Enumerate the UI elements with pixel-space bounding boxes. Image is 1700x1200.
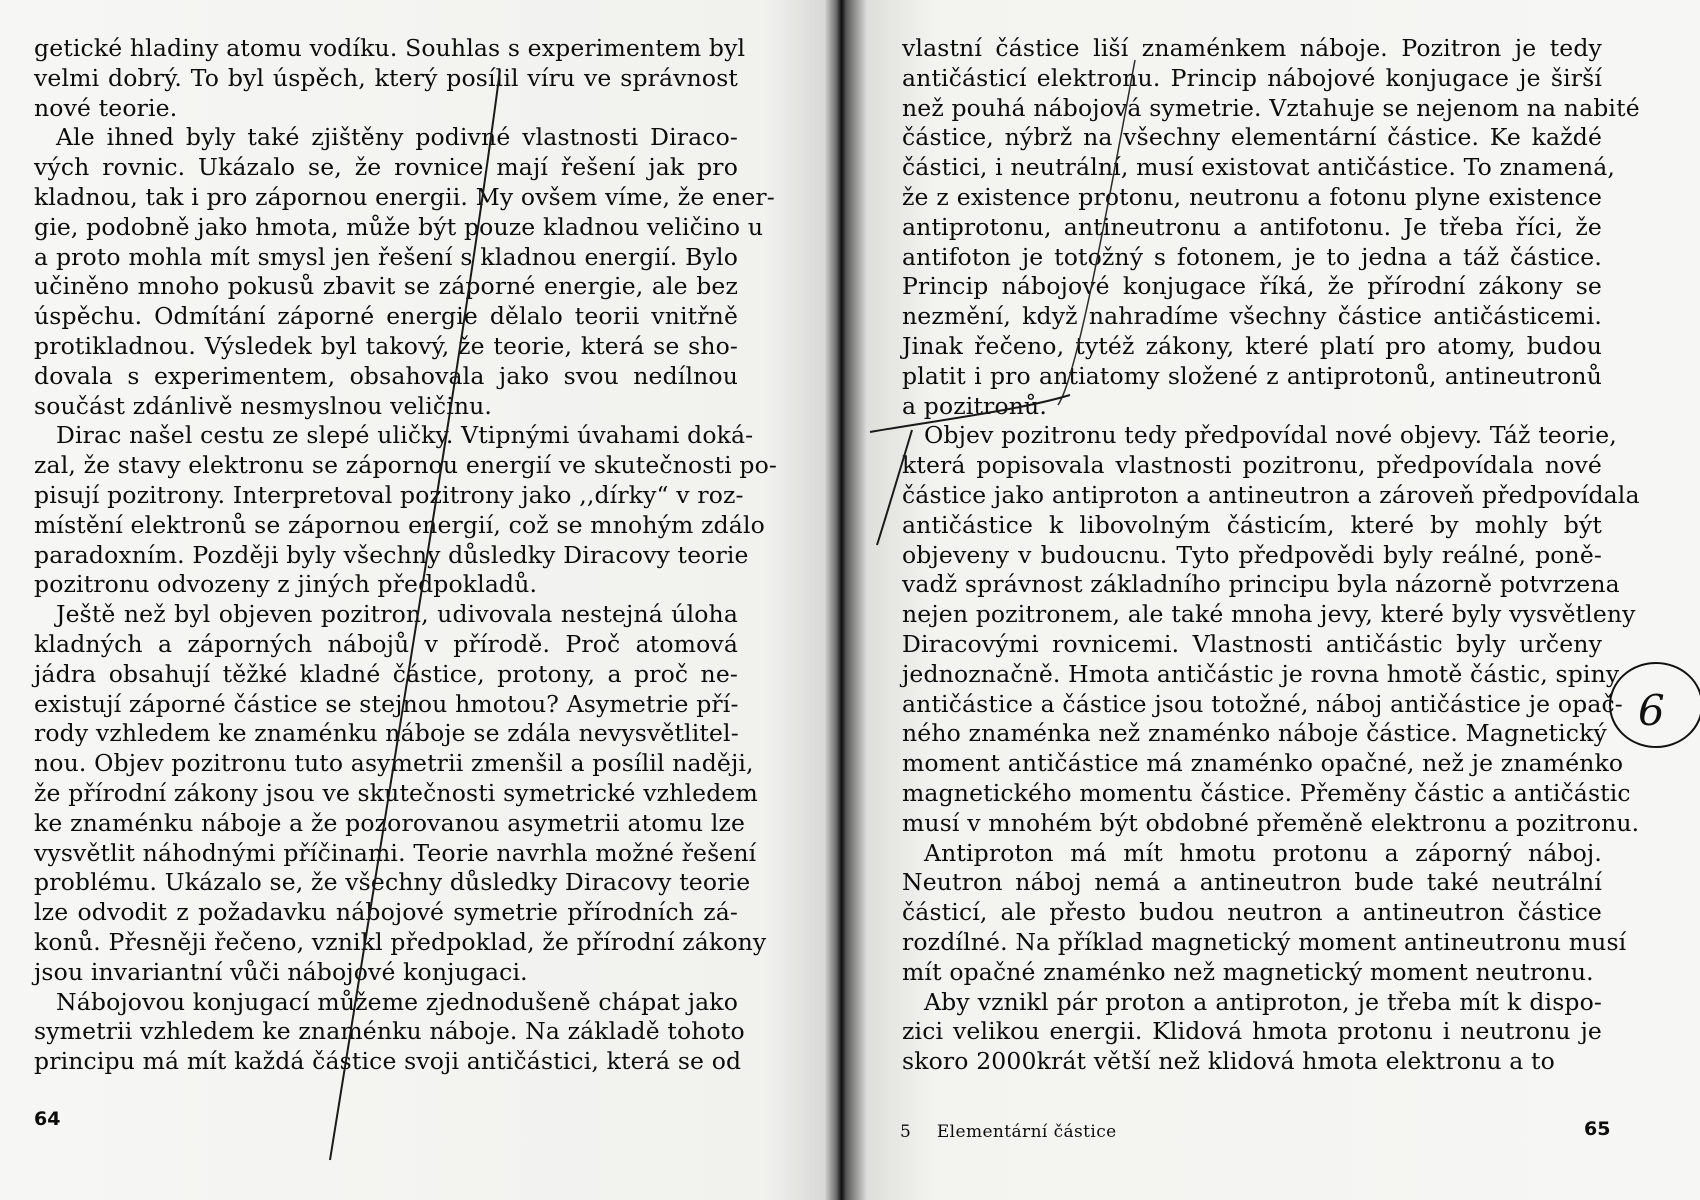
text-line: Ještě než byl objeven pozitron, udivovala nestejná úloha: [56, 600, 738, 629]
text-line: symetrii vzhledem ke znaménku náboje. Na základě tohoto: [34, 1017, 745, 1046]
text-line: vysvětlit náhodnými příčinami. Teorie navrhla možné řešení: [34, 838, 757, 867]
text-line: konů. Přesněji řečeno, vznikl předpoklad, že přírodní zákony: [34, 927, 767, 956]
text-line: gie, podobně jako hmota, může být pouze kladnou veličino u: [34, 212, 764, 241]
text-line: Diracovými rovnicemi. Vlastnosti antičástic byly určeny: [902, 629, 1602, 658]
text-line: Antiproton má mít hmotu protonu a záporný náboj.: [924, 838, 1602, 867]
text-line: která popisovala vlastnosti pozitronu, předpovídala nové: [902, 451, 1602, 480]
text-line: nejen pozitronem, ale také mnoha jevy, které byly vysvětleny: [902, 600, 1636, 629]
text-line: úspěchu. Odmítání záporné energie dělalo teorii vnitřně: [34, 302, 738, 331]
left-page-text: [34, 34, 777, 1077]
text-line: Ale ihned byly také zjištěny podivné vlastnosti Diraco-: [56, 123, 738, 152]
text-line: ke znaménku náboje a že pozorovanou asymetrii atomu lze: [34, 808, 746, 837]
chapter-number: 5: [900, 1122, 912, 1142]
text-line: kladných a záporných nábojů v přírodě. Proč atomová: [34, 629, 738, 658]
text-line: a proto mohla mít smysl jen řešení s kladnou energií. Bylo: [34, 242, 738, 271]
text-line: pisují pozitrony. Interpretoval pozitrony jako ,,dírky“ v roz-: [34, 480, 744, 509]
text-line: mít opačné znaménko než magnetický moment neutronu.: [902, 957, 1594, 986]
chapter-title: Elementární částice: [936, 1122, 1117, 1142]
text-line: zal, že stavy elektronu se zápornou energií ve skutečnosti po-: [34, 451, 777, 480]
text-line: rozdílné. Na příklad magnetický moment antineutronu musí: [902, 927, 1627, 956]
running-footer: [900, 1122, 1117, 1142]
text-line: pozitronu odvozeny z jiných předpokladů.: [34, 570, 538, 599]
text-line: existují záporné částice se stejnou hmotou? Asymetrie pří-: [34, 689, 739, 718]
text-line: jednoznačně. Hmota antičástic je rovna hmotě částic, spiny: [902, 659, 1620, 688]
text-line: že přírodní zákony jsou ve skutečnosti symetrické vzhledem: [34, 778, 758, 807]
text-line: antičásticí elektronu. Princip nábojové konjugace je širší: [902, 63, 1602, 92]
text-line: Neutron náboj nemá a antineutron bude také neutrální: [902, 868, 1602, 897]
text-line: paradoxním. Později byly všechny důsledky Diracovy teorie: [34, 540, 749, 569]
text-line: nové teorie.: [34, 93, 178, 122]
text-line: antifoton je totožný s fotonem, je to jedna a táž částice.: [902, 242, 1602, 271]
right-page-text: [902, 34, 1640, 1077]
text-line: nou. Objev pozitronu tuto asymetrii zmenšil a posílil naději,: [34, 749, 754, 778]
text-line: getické hladiny atomu vodíku. Souhlas s experimentem byl: [34, 34, 746, 62]
text-line: antiprotonu, antineutronu a antifotonu. Je třeba říci, že: [902, 212, 1602, 241]
text-line: Princip nábojové konjugace říká, že přírodní zákony se: [902, 272, 1602, 301]
text-line: nezmění, když nahradíme všechny částice antičásticemi.: [902, 302, 1602, 331]
left-page: [0, 0, 800, 1200]
text-line: součást zdánlivě nesmyslnou veličinu.: [34, 391, 493, 420]
text-line: zici velikou energii. Klidová hmota protonu i neutronu je: [902, 1017, 1602, 1046]
text-line: platit i pro antiatomy složené z antiprotonů, antineutronů: [902, 361, 1602, 390]
text-line: učiněno mnoho pokusů zbavit se záporné energie, ale bez: [34, 272, 738, 301]
text-line: částice jako antiproton a antineutron a zároveň předpovídala: [902, 480, 1640, 509]
text-line: částicí, ale přesto budou neutron a antineutron částice: [902, 898, 1602, 927]
text-line: dovala s experimentem, obsahovala jako svou nedílnou: [34, 361, 738, 390]
text-line: principu má mít každá částice svoji antičástici, která se od: [34, 1047, 742, 1076]
text-line: vých rovnic. Ukázalo se, že rovnice mají řešení jak pro: [34, 153, 738, 182]
text-line: vlastní částice liší znaménkem náboje. Pozitron je tedy: [902, 34, 1602, 62]
text-line: skoro 2000krát větší než klidová hmota elektronu a to: [902, 1047, 1555, 1076]
margin-note-number: 6: [1638, 686, 1665, 735]
left-page-number: 64: [34, 1108, 61, 1130]
right-page: [818, 0, 1700, 1200]
text-line: Objev pozitronu tedy předpovídal nové objevy. Táž teorie,: [924, 421, 1617, 450]
right-page-number: 65: [1584, 1118, 1611, 1140]
text-line: Dirac našel cestu ze slepé uličky. Vtipnými úvahami doká-: [56, 421, 754, 450]
text-line: velmi dobrý. To byl úspěch, který posílil víru ve správnost: [34, 63, 738, 92]
text-line: částice, nýbrž na všechny elementární částice. Ke každé: [902, 123, 1602, 152]
text-line: částici, i neutrální, musí existovat antičástice. To znamená,: [902, 153, 1616, 182]
text-line: objeveny v budoucnu. Tyto předpovědi byly reálné, poně-: [902, 540, 1602, 569]
text-line: ného znaménka než znaménko náboje částice. Magnetický: [902, 719, 1607, 748]
text-line: musí v mnohém být obdobné přeměně elektronu a pozitronu.: [902, 808, 1640, 837]
text-line: problému. Ukázalo se, že všechny důsledky Diracovy teorie: [34, 868, 751, 897]
text-line: vadž správnost základního principu byla názorně potvrzena: [902, 570, 1620, 599]
text-line: Jinak řečeno, tytéž zákony, které platí pro atomy, budou: [902, 331, 1602, 360]
text-line: moment antičástice má znaménko opačné, než je znaménko: [902, 749, 1624, 778]
text-line: jsou invariantní vůči nábojové konjugaci.: [34, 957, 528, 986]
text-line: magnetického momentu částice. Přeměny částic a antičástic: [902, 778, 1631, 807]
text-line: rody vzhledem ke znaménku náboje se zdála nevysvětlitel-: [34, 719, 739, 748]
text-line: a pozitronů.: [902, 391, 1047, 420]
text-line: kladnou, tak i pro zápornou energii. My ovšem víme, že ener-: [34, 182, 775, 211]
text-line: než pouhá nábojová symetrie. Vztahuje se nejenom na nabité: [902, 93, 1640, 122]
text-line: Nábojovou konjugací můžeme zjednodušeně chápat jako: [56, 987, 738, 1016]
text-line: místění elektronů se zápornou energií, což se mnohým zdálo: [34, 510, 765, 539]
text-line: protikladnou. Výsledek byl takový, že teorie, která se sho-: [34, 331, 738, 360]
text-line: lze odvodit z požadavku nábojové symetrie přírodních zá-: [34, 898, 738, 927]
text-line: Aby vznikl pár proton a antiproton, je třeba mít k dispo-: [924, 987, 1602, 1016]
text-line: jádra obsahují těžké kladné částice, protony, a proč ne-: [34, 659, 738, 688]
text-line: antičástice a částice jsou totožné, náboj antičástice je opač-: [902, 689, 1623, 718]
text-line: antičástice k libovolným částicím, které by mohly být: [902, 510, 1602, 539]
text-line: že z existence protonu, neutronu a fotonu plyne existence: [902, 182, 1602, 211]
